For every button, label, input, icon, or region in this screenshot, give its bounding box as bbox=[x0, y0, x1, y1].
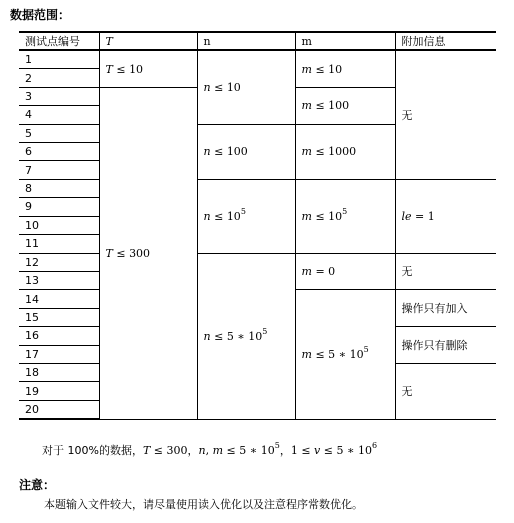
test-id-cell: 16 bbox=[19, 327, 99, 345]
note-body: 本题输入文件较大，请尽量使用读入优化以及注意程序常数优化。 bbox=[44, 498, 363, 511]
m-cell: m ≤ 1000 bbox=[295, 124, 395, 179]
n-cell: n ≤ 5 ∗ $10^5$ bbox=[197, 253, 295, 419]
test-id-cell: 9 bbox=[19, 198, 99, 216]
m-cell: m ≤ 100 bbox=[295, 87, 395, 124]
test-id-cell: 18 bbox=[19, 364, 99, 382]
table-row bbox=[19, 253, 496, 271]
header-n: n bbox=[197, 32, 295, 50]
table-row bbox=[19, 179, 496, 197]
test-id-cell: 5 bbox=[19, 124, 99, 142]
test-id-cell: 7 bbox=[19, 161, 99, 179]
m-cell: m = 0 bbox=[295, 253, 395, 290]
test-id-cell: 6 bbox=[19, 143, 99, 161]
test-id-cell: 20 bbox=[19, 400, 99, 419]
test-id-cell: 17 bbox=[19, 345, 99, 363]
T-cell: T ≤ 300 bbox=[99, 87, 197, 419]
test-id-cell: 19 bbox=[19, 382, 99, 400]
n-cell: n ≤ 10 bbox=[197, 50, 295, 124]
header-T: T bbox=[99, 32, 197, 50]
extra-info-cell: 无 bbox=[395, 253, 496, 290]
extra-info-cell: 操作只有删除 bbox=[395, 327, 496, 364]
m-cell: $m \le 10^5$ bbox=[295, 179, 395, 253]
T-cell: T ≤ 10 bbox=[99, 50, 197, 87]
extra-info-cell: 操作只有加入 bbox=[395, 290, 496, 327]
test-id-cell: 14 bbox=[19, 290, 99, 308]
test-id-cell: 10 bbox=[19, 216, 99, 234]
test-id-cell: 12 bbox=[19, 253, 99, 271]
n-cell: n ≤ 100 bbox=[197, 124, 295, 179]
table-header-row bbox=[19, 32, 496, 50]
m-cell: m ≤ 5 ∗ $10^5$ bbox=[295, 290, 395, 419]
data-range-table bbox=[19, 31, 496, 420]
header-m: m bbox=[295, 32, 395, 50]
m-cell: m ≤ 10 bbox=[295, 50, 395, 87]
header-extra-info: 附加信息 bbox=[395, 32, 496, 50]
table-row bbox=[19, 50, 496, 68]
extra-info-cell: 无 bbox=[395, 364, 496, 419]
header-test-id: 测试点编号 bbox=[19, 32, 99, 50]
n-cell: $n \le 10^5$ bbox=[197, 179, 295, 253]
note-title: 注意： bbox=[19, 478, 56, 492]
test-id-cell: 2 bbox=[19, 69, 99, 87]
test-id-cell: 11 bbox=[19, 235, 99, 253]
extra-info-cell: le = 1 bbox=[395, 179, 496, 253]
extra-info-cell: 无 bbox=[395, 50, 496, 179]
test-id-cell: 13 bbox=[19, 271, 99, 289]
section-title: 数据范围： bbox=[10, 8, 71, 22]
test-id-cell: 15 bbox=[19, 308, 99, 326]
test-id-cell: 8 bbox=[19, 179, 99, 197]
test-id-cell: 3 bbox=[19, 87, 99, 105]
test-id-cell: 4 bbox=[19, 106, 99, 124]
test-id-cell: 1 bbox=[19, 50, 99, 68]
summary-text: 对于 100%的数据，T ≤ 300，n, m ≤ 5 ∗ $10^5$，1 ≤ v ≤ 5 ∗ $10^6$ bbox=[42, 441, 378, 457]
